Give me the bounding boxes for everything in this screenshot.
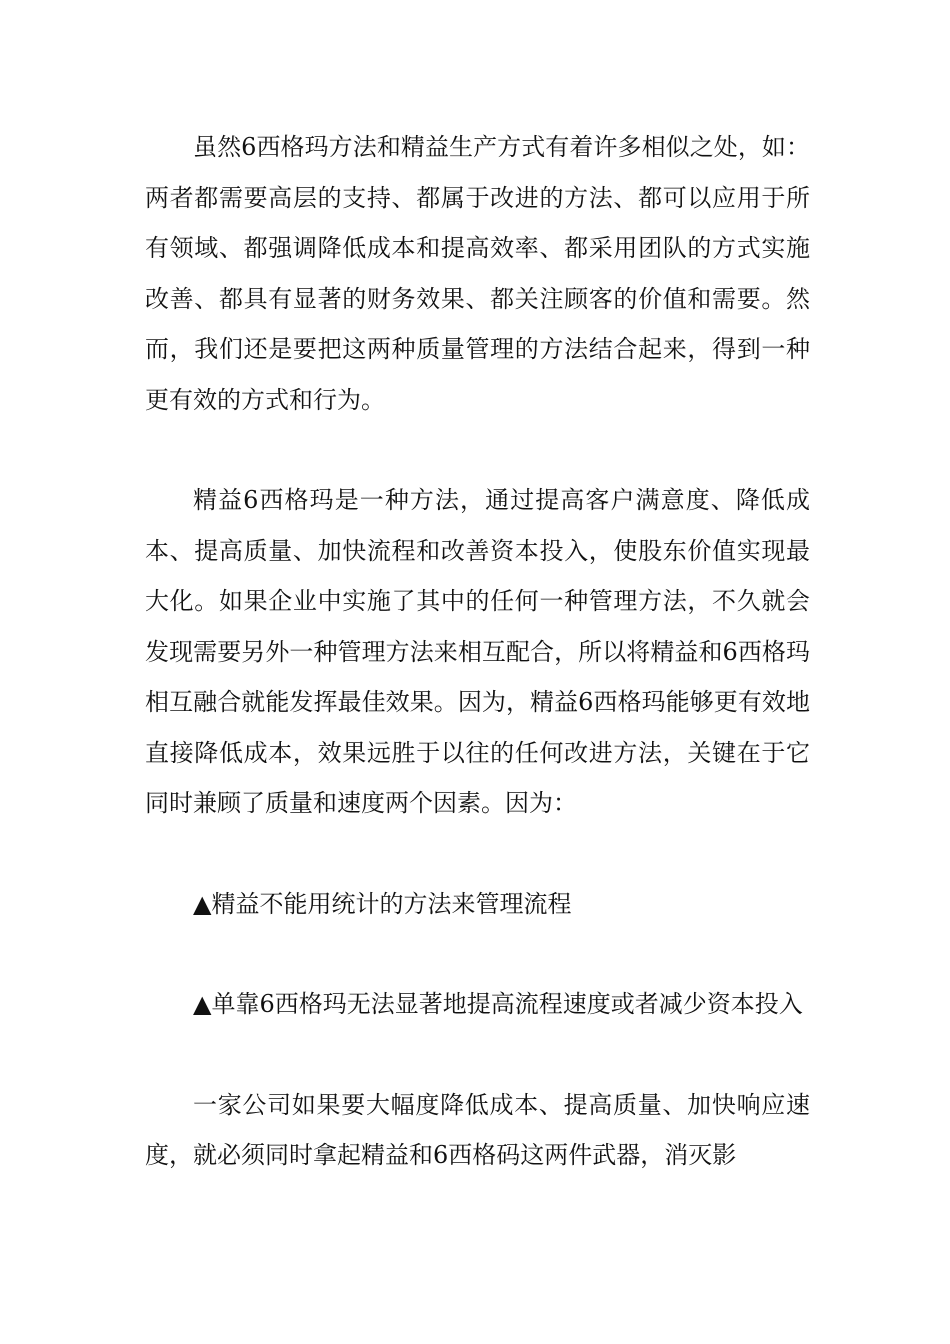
- bullet-six-sigma-speed: ▲单靠6西格玛无法显著地提高流程速度或者减少资本投入: [193, 990, 803, 1018]
- document-body: [145, 122, 810, 1181]
- paragraph-lean-six-sigma: 精益6西格玛是一种方法，通过提高客户满意度、降低成本、提高质量、加快流程和改善资本投入，使股东价值实现最大化。如果企业中实施了其中的任何一种管理方法，不久就会发现需要另外一种管理方法来相互配合，所以将精益和6西格玛相互融合就能发挥最佳效果。因为，精益6西格玛能够更有效地直接降低成本，效果远胜于以往的任何改进方法，关键在于它同时兼顾了质量和速度两个因素。因为：: [145, 486, 810, 817]
- bullet-lean-statistics: ▲精益不能用统计的方法来管理流程: [193, 889, 572, 918]
- paragraph-conclusion: 一家公司如果要大幅度降低成本、提高质量、加快响应速度，就必须同时拿起精益和6西格码这两件武器，消灭影: [145, 1090, 810, 1169]
- paragraph-intro: 虽然6西格玛方法和精益生产方式有着许多相似之处，如：两者都需要高层的支持、都属于改进的方法、都可以应用于所有领域、都强调降低成本和提高效率、都采用团队的方式实施改善、都具有显著的财务效果、都关注顾客的价值和需要。然而，我们还是要把这两种质量管理的方法结合起来，得到一种更有效的方式和行为。: [145, 133, 810, 414]
